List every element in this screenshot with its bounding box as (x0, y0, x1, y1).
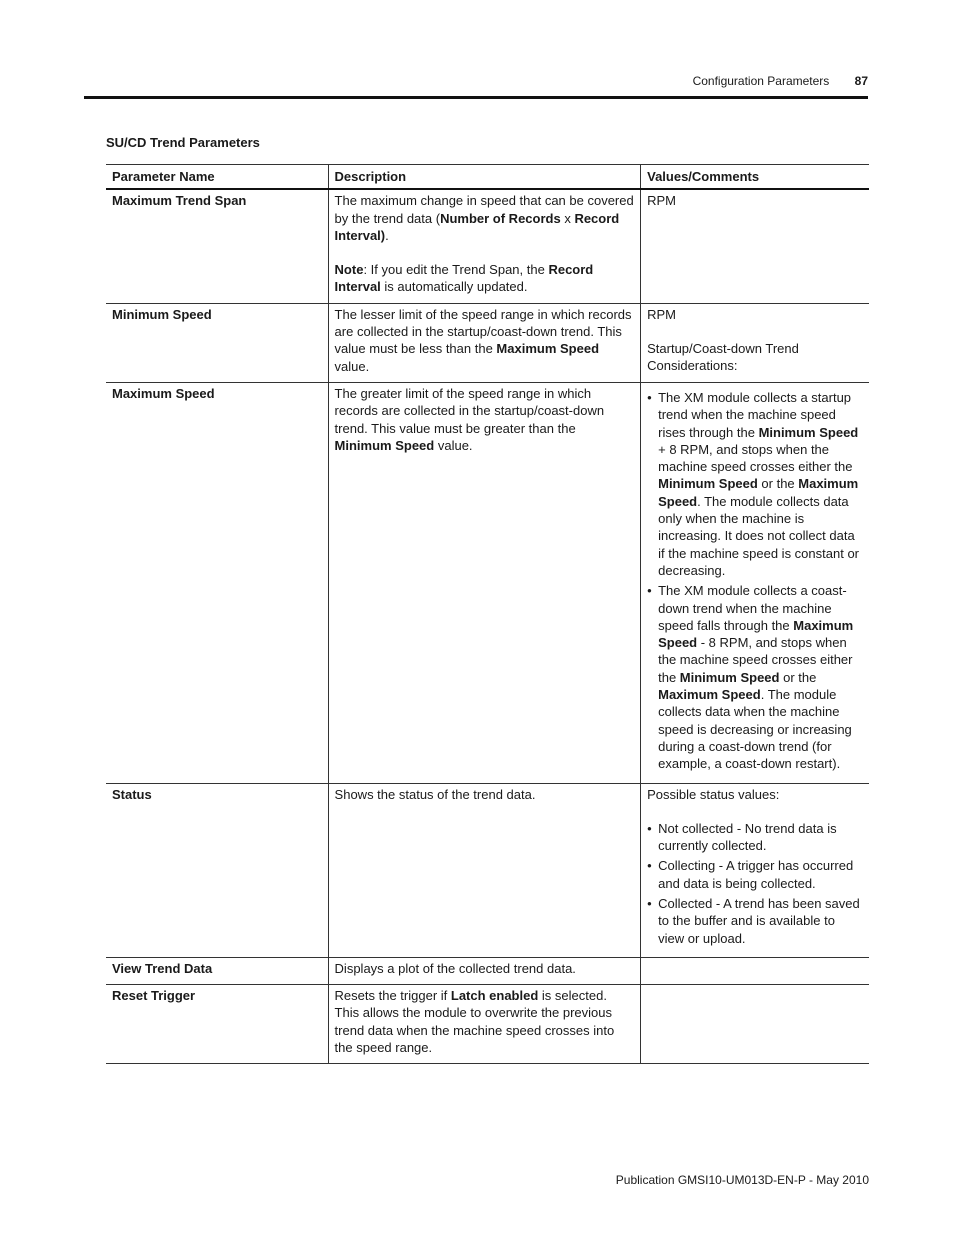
text-run: + 8 RPM, and stops when the machine speed crosses either the (658, 441, 853, 475)
bold-term: Maximum Speed (658, 687, 761, 703)
values-bullet-list (647, 389, 863, 773)
section-title: Configuration Parameters (692, 74, 830, 88)
text-run: . The module collects data only when the machine is increasing. It does not collect data if the machine speed is constant or decreasing. (658, 493, 859, 578)
list-item (647, 820, 863, 855)
text-run: x (560, 210, 575, 226)
header-rule (84, 96, 868, 99)
text-run: is selected. This allows the module to overwrite the previous trend data when the machine speed crosses into the speed range. (334, 988, 615, 1056)
values-text: Possible status values: (647, 786, 780, 802)
table-row (106, 985, 869, 1064)
text-run: . The module collects data when the machine speed is decreasing or increasing during a coast-down trend (for example, a coast-down restart). (658, 687, 852, 772)
parameter-description (328, 382, 641, 783)
text-run: The XM module collects a startup trend when the machine speed rises through the (658, 389, 852, 440)
parameter-name: Maximum Trend Span (106, 189, 328, 303)
values-bullet-list (647, 820, 863, 947)
text-run: Not collected - No trend data is currently collected. (658, 820, 837, 854)
list-item (647, 857, 863, 892)
text-run: : If you edit the Trend Span, the (363, 262, 549, 278)
parameter-name: Status (106, 783, 328, 957)
bold-term: Maximum Speed (658, 476, 859, 509)
parameter-name: Maximum Speed (106, 382, 328, 783)
text-run: The greater limit of the speed range in which records are collected in the startup/coast-down trend. This value must be greater than the (334, 385, 605, 436)
text-run: Collecting - A trigger has occurred and data is being collected. (658, 858, 854, 891)
parameter-values (641, 189, 869, 303)
parameter-name: Reset Trigger (106, 985, 328, 1064)
bold-term: Maximum Speed (658, 617, 854, 651)
text-run: value. (334, 358, 370, 374)
text-run: value. (434, 437, 473, 453)
parameter-values (641, 382, 869, 783)
bold-term: Record Interval (334, 262, 594, 295)
bold-term: Minimum Speed (758, 424, 859, 440)
bold-term: Minimum Speed (679, 669, 780, 685)
bold-term: Maximum Speed (496, 341, 600, 357)
table-row (106, 783, 869, 957)
values-text: RPM (647, 306, 676, 322)
bold-term: Record Interval) (334, 210, 620, 243)
parameter-name: Minimum Speed (106, 303, 328, 382)
text-run: Displays a plot of the collected trend data. (334, 960, 576, 976)
table-row (106, 957, 869, 984)
text-run: or the (757, 476, 799, 492)
paragraph-gap (647, 323, 863, 340)
parameter-values (641, 303, 869, 382)
parameter-values (641, 985, 869, 1064)
values-text: Startup/Coast-down Trend Considerations: (647, 341, 799, 374)
text-run: Shows the status of the trend data. (334, 786, 536, 802)
text-run: The maximum change in speed that can be covered by the trend data ( (334, 193, 634, 226)
column-header-description: Description (328, 165, 641, 190)
column-header-parameter-name: Parameter Name (106, 165, 328, 190)
column-header-values-comments: Values/Comments (641, 165, 869, 190)
list-item (647, 582, 863, 772)
table-row (106, 382, 869, 783)
parameter-description (328, 189, 641, 303)
parameter-name: View Trend Data (106, 957, 328, 984)
table-row (106, 189, 869, 303)
bold-term: Note (334, 262, 364, 278)
bold-term: Minimum Speed (658, 476, 758, 492)
table-header-row (106, 165, 869, 190)
parameter-values (641, 783, 869, 957)
parameter-description (328, 783, 641, 957)
text-run: Resets the trigger if (334, 988, 451, 1004)
bold-term: Number of Records (440, 210, 561, 226)
text-run: - 8 RPM, and stops when the machine speed crosses either the (658, 635, 853, 685)
text-run: is automatically updated. (380, 279, 528, 295)
text-run: . (385, 227, 389, 243)
parameter-description (328, 303, 641, 382)
bold-term: Minimum Speed (334, 437, 435, 453)
paragraph-gap (335, 244, 635, 261)
text-run: Collected - A trend has been saved to the buffer and is available to view or upload. (658, 895, 860, 946)
values-text: RPM (647, 193, 676, 209)
table-title: SU/CD Trend Parameters (106, 135, 260, 150)
parameter-values (641, 957, 869, 984)
text-run: The XM module collects a coast-down trend when the machine speed falls through the (658, 583, 847, 633)
text-run: The lesser limit of the speed range in which records are collected in the startup/coast-down trend. This value must be less than the (334, 306, 632, 357)
list-item (647, 389, 863, 579)
paragraph-gap (647, 803, 863, 820)
page-number: 87 (854, 74, 868, 88)
su-cd-trend-parameters-table (106, 164, 869, 1064)
list-item (647, 895, 863, 947)
publication-footer: Publication GMSI10-UM013D-EN-P - May 2010 (615, 1173, 869, 1187)
text-run: or the (779, 669, 817, 685)
bold-term: Latch enabled (450, 988, 539, 1004)
parameter-description (328, 957, 641, 984)
table-row (106, 303, 869, 382)
parameter-description (328, 985, 641, 1064)
page-header (84, 74, 868, 96)
